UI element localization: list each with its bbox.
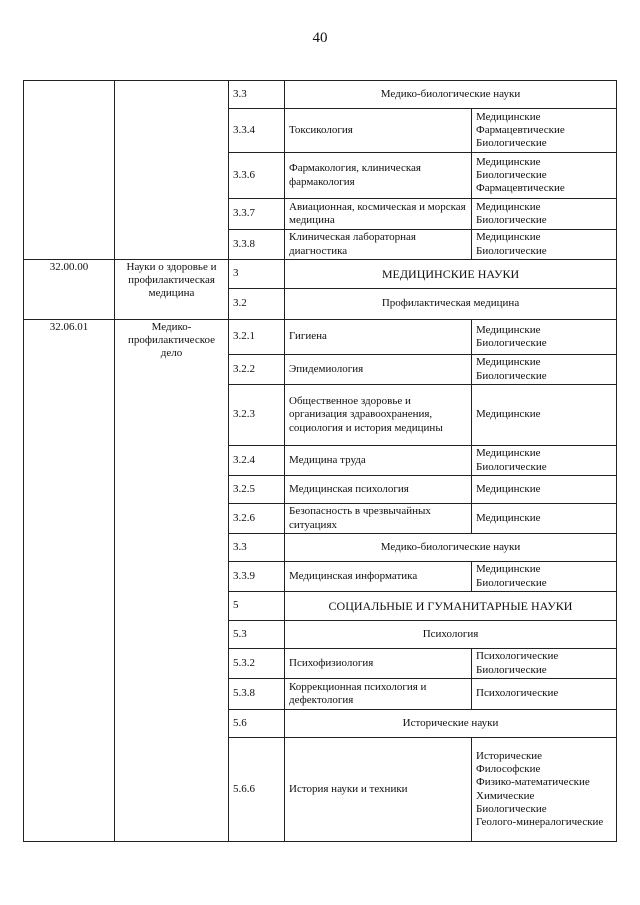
table-row	[24, 81, 617, 109]
science-name-cell: Эпидемиология	[285, 355, 472, 385]
science-code-cell: 3.3.9	[229, 562, 285, 592]
science-branches-cell: Медицинские Биологические	[472, 230, 617, 260]
science-branches-cell: Медицинские Биологические Фармацевтические	[472, 153, 617, 199]
science-name-cell: Авиационная, космическая и морская медицина	[285, 199, 472, 230]
specialty-code-cell: 32.06.01	[24, 320, 115, 842]
science-code-cell: 3.3.4	[229, 109, 285, 153]
science-code-cell: 3.2.3	[229, 385, 285, 446]
science-name-cell: Гигиена	[285, 320, 472, 355]
specialties-table	[23, 80, 617, 842]
science-branches-cell: Медицинские Биологические	[472, 562, 617, 592]
science-name-cell: Коррекционная психология и дефектология	[285, 679, 472, 710]
science-branches-cell: Медицинские Биологические	[472, 320, 617, 355]
science-code-cell: 3.3	[229, 534, 285, 562]
science-code-cell: 3.3.8	[229, 230, 285, 260]
science-branches-cell: Медицинские	[472, 385, 617, 446]
science-branches-cell: Исторические Философские Физико-математические Химические Биологические Геолого-минералогические	[472, 738, 617, 842]
group-title-cell: Исторические науки	[285, 710, 617, 738]
science-branches-cell: Медицинские Биологические	[472, 199, 617, 230]
science-code-cell: 3	[229, 260, 285, 289]
science-branches-cell: Медицинские Биологические	[472, 446, 617, 476]
science-branches-cell: Медицинские	[472, 476, 617, 504]
science-branches-cell: Медицинские	[472, 504, 617, 534]
specialty-name-cell: Науки о здоровье и профилактическая медицина	[115, 260, 229, 320]
science-code-cell: 3.3.7	[229, 199, 285, 230]
science-name-cell: Медицинская психология	[285, 476, 472, 504]
specialty-name-cell: Медико-профилактическое дело	[115, 320, 229, 842]
science-code-cell: 3.3	[229, 81, 285, 109]
science-code-cell: 5.6	[229, 710, 285, 738]
science-name-cell: Психофизиология	[285, 649, 472, 679]
science-name-cell: Клиническая лабораторная диагностика	[285, 230, 472, 260]
group-title-cell: МЕДИЦИНСКИЕ НАУКИ	[285, 260, 617, 289]
science-name-cell: Медицина труда	[285, 446, 472, 476]
science-branches-cell: Психологические	[472, 679, 617, 710]
science-name-cell: Токсикология	[285, 109, 472, 153]
science-branches-cell: Медицинские Фармацевтические Биологические	[472, 109, 617, 153]
science-code-cell: 5	[229, 592, 285, 621]
science-code-cell: 5.3	[229, 621, 285, 649]
group-title-cell: Медико-биологические науки	[285, 81, 617, 109]
specialty-code-cell: 32.00.00	[24, 260, 115, 320]
group-title-cell: Психология	[285, 621, 617, 649]
science-code-cell: 3.2.2	[229, 355, 285, 385]
science-branches-cell: Медицинские Биологические	[472, 355, 617, 385]
science-code-cell: 5.3.8	[229, 679, 285, 710]
science-code-cell: 3.2.4	[229, 446, 285, 476]
group-title-cell: Медико-биологические науки	[285, 534, 617, 562]
science-name-cell: История науки и техники	[285, 738, 472, 842]
science-branches-cell: Психологические Биологические	[472, 649, 617, 679]
group-title-cell: Профилактическая медицина	[285, 289, 617, 320]
specialty-name-cell	[115, 81, 229, 260]
science-code-cell: 5.6.6	[229, 738, 285, 842]
science-code-cell: 3.2	[229, 289, 285, 320]
group-title-cell: СОЦИАЛЬНЫЕ И ГУМАНИТАРНЫЕ НАУКИ	[285, 592, 617, 621]
science-name-cell: Безопасность в чрезвычайных ситуациях	[285, 504, 472, 534]
specialty-code-cell	[24, 81, 115, 260]
table-row	[24, 260, 617, 289]
science-code-cell: 3.2.1	[229, 320, 285, 355]
science-code-cell: 3.2.6	[229, 504, 285, 534]
science-name-cell: Фармакология, клиническая фармакология	[285, 153, 472, 199]
science-name-cell: Общественное здоровье и организация здравоохранения, социология и история медицины	[285, 385, 472, 446]
science-code-cell: 3.2.5	[229, 476, 285, 504]
science-name-cell: Медицинская информатика	[285, 562, 472, 592]
page-number: 40	[312, 30, 328, 46]
science-code-cell: 5.3.2	[229, 649, 285, 679]
table-row	[24, 320, 617, 355]
science-code-cell: 3.3.6	[229, 153, 285, 199]
